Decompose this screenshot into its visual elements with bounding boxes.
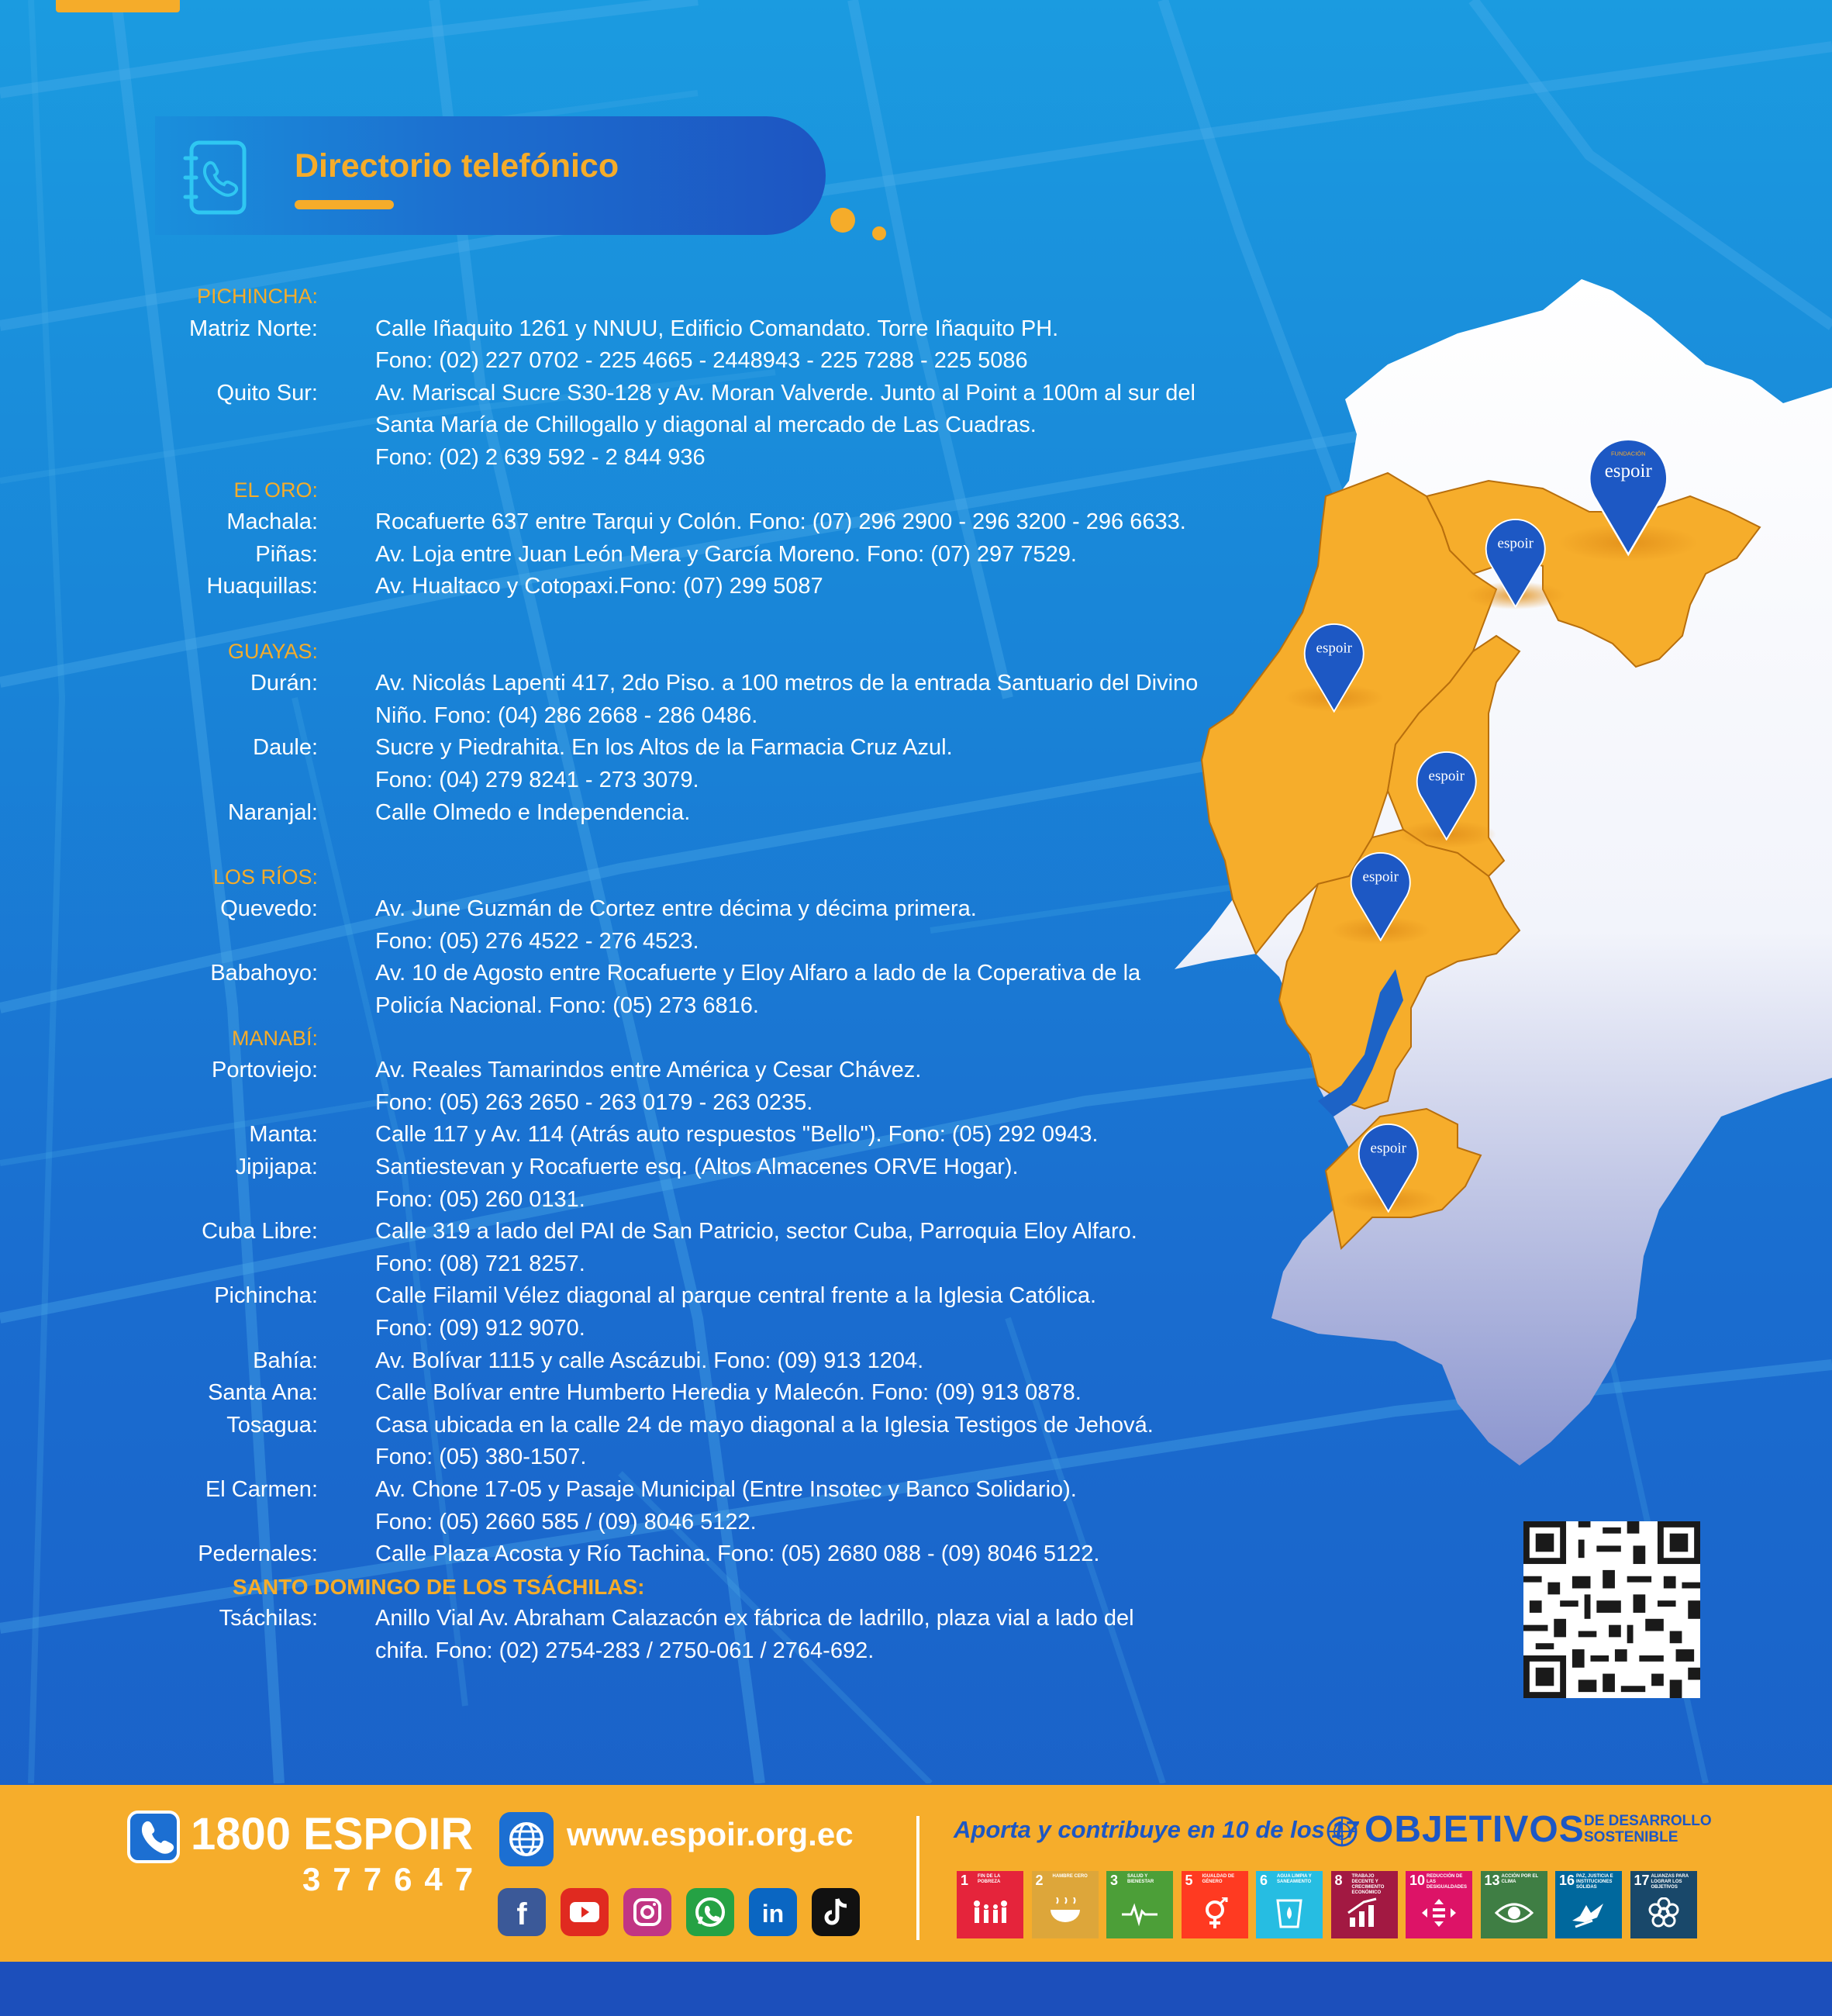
- office-label: Tsáchilas:: [219, 1606, 318, 1631]
- sdg-tile-1: [957, 1871, 1023, 1938]
- office-label: Matriz Norte:: [189, 316, 318, 341]
- svg-text:in: in: [761, 1900, 785, 1928]
- office-entry: [0, 958, 1225, 990]
- map-pin-icon: [1482, 513, 1549, 609]
- office-entry: [0, 893, 1225, 926]
- office-address: Av. Bolívar 1115 y calle Ascázubi. Fono: (09) 913 1204.: [375, 1348, 924, 1373]
- office-entry: [0, 1603, 1225, 1635]
- office-entry: [0, 1216, 1225, 1248]
- office-label: Santa Ana:: [208, 1380, 318, 1406]
- province-heading: [0, 861, 1225, 894]
- top-accent-bar: [56, 0, 180, 12]
- office-label: Quito Sur:: [216, 380, 318, 406]
- sdg-brand-title: OBJETIVOS: [1365, 1809, 1585, 1850]
- office-entry: [0, 378, 1225, 410]
- sdg-tile-6: [1256, 1871, 1323, 1938]
- sdg-caption: AGUA LIMPIA Y SANEAMIENTO: [1277, 1874, 1312, 1884]
- province-heading: [0, 1571, 1225, 1603]
- family-icon: [971, 1897, 1009, 1928]
- growth-icon: [1345, 1897, 1384, 1928]
- sdg-number: 5: [1185, 1873, 1193, 1888]
- pin-brand: espoir: [1362, 868, 1399, 885]
- office-address: Rocafuerte 637 entre Tarqui y Colón. Fono: (07) 296 2900 - 296 3200 - 296 6633.: [375, 509, 1186, 535]
- office-entry: [0, 506, 1225, 539]
- sdg-tile-3: [1106, 1871, 1173, 1938]
- decorative-dot: [830, 208, 855, 233]
- office-label: Cuba Libre:: [202, 1219, 318, 1244]
- instagram-icon[interactable]: [623, 1888, 671, 1936]
- youtube-icon[interactable]: [561, 1888, 609, 1936]
- province-heading: [0, 475, 1225, 507]
- phone-digits: 377647: [302, 1861, 486, 1897]
- sdg-tagline: Aporta y contribuye en 10 de los 17: [954, 1816, 1358, 1843]
- office-address: Av. 10 de Agosto entre Rocafuerte y Eloy Alfaro a lado de la Coperativa de la: [375, 961, 1141, 986]
- province-label: MANABÍ:: [231, 1026, 318, 1050]
- sdg-number: 2: [1035, 1873, 1044, 1888]
- office-phone: Policía Nacional. Fono: (05) 273 6816.: [375, 993, 759, 1019]
- sdg-caption: PAZ, JUSTICIA E INSTITUCIONES SÓLIDAS: [1576, 1874, 1613, 1890]
- office-entry: [0, 571, 1225, 603]
- whatsapp-icon[interactable]: [686, 1888, 734, 1936]
- office-address: Calle 319 a lado del PAI de San Patricio, sector Cuba, Parroquia Eloy Alfaro.: [375, 1219, 1137, 1244]
- office-label: Pichincha:: [214, 1283, 318, 1309]
- pin-brand: espoir: [1604, 461, 1652, 482]
- office-label: Naranjal:: [227, 799, 318, 825]
- sdg-caption: TRABAJO DECENTE Y CRECIMIENTO ECONÓMICO: [1351, 1874, 1385, 1895]
- province-heading: [0, 1023, 1225, 1055]
- office-address: Av. Chone 17-05 y Pasaje Municipal (Entre Insotec y Banco Solidario).: [375, 1476, 1077, 1502]
- heartbeat-icon: [1120, 1897, 1159, 1928]
- footer-bottom-band: [0, 1962, 1832, 2016]
- sdg-tile-5: [1182, 1871, 1248, 1938]
- office-entry: [0, 1055, 1225, 1087]
- office-label: Tosagua:: [226, 1412, 318, 1438]
- office-address: Calle Olmedo e Independencia.: [375, 799, 691, 825]
- sdg-number: 3: [1110, 1873, 1119, 1888]
- office-label: Durán:: [250, 671, 318, 696]
- map-pin-icon: [1413, 745, 1480, 841]
- pin-brand: espoir: [1370, 1140, 1407, 1157]
- website-link[interactable]: www.espoir.org.ec: [567, 1816, 854, 1852]
- office-phone: Fono: (02) 227 0702 - 225 4665 - 2448943 - 225 7288 - 225 5086: [375, 348, 1028, 374]
- office-phone: Fono: (09) 912 9070.: [375, 1316, 585, 1341]
- svg-text:f: f: [516, 1897, 527, 1931]
- sdg-tile-16: [1555, 1871, 1622, 1938]
- equality-icon: [1420, 1897, 1458, 1928]
- sdg-caption: REDUCCIÓN DE LAS DESIGUALDADES: [1427, 1874, 1468, 1890]
- office-entry: [0, 1538, 1225, 1571]
- linkedin-icon[interactable]: [749, 1888, 797, 1936]
- province-label: EL ORO:: [233, 478, 318, 502]
- province-label: PICHINCHA:: [196, 285, 318, 308]
- office-label: Manta:: [249, 1122, 318, 1148]
- office-label: Quevedo:: [220, 896, 318, 922]
- sdg-number: 17: [1634, 1873, 1650, 1888]
- sdg-caption: HAMBRE CERO: [1052, 1874, 1088, 1879]
- office-label: Piñas:: [255, 541, 318, 567]
- office-label: Pedernales:: [198, 1541, 318, 1567]
- office-entry: [0, 313, 1225, 346]
- province-heading: [0, 281, 1225, 313]
- sdg-number: 16: [1559, 1873, 1575, 1888]
- office-label: Bahía:: [253, 1348, 318, 1373]
- office-phone: Fono: (05) 380-1507.: [375, 1445, 587, 1470]
- sdg-tile-10: [1406, 1871, 1472, 1938]
- pin-brand: espoir: [1497, 535, 1534, 552]
- map-pin-icon: [1347, 846, 1414, 942]
- tiktok-icon[interactable]: [812, 1888, 860, 1936]
- office-address: Av. Mariscal Sucre S30-128 y Av. Moran Valverde. Junto al Point a 100m al sur del: [375, 380, 1195, 406]
- phonebook-icon: [182, 140, 248, 216]
- office-address: Santa María de Chillogallo y diagonal al mercado de Las Cuadras.: [375, 413, 1037, 438]
- office-entry: [0, 1345, 1225, 1378]
- province-label: LOS RÍOS:: [212, 865, 318, 889]
- office-address: Av. Nicolás Lapenti 417, 2do Piso. a 100 metros de la entrada Santuario del Divino: [375, 671, 1199, 696]
- sdg-tile-13: [1481, 1871, 1547, 1938]
- office-entry: [0, 1410, 1225, 1442]
- dove-icon: [1569, 1897, 1608, 1928]
- sdg-brand-subtitle: DE DESARROLLO SOSTENIBLE: [1584, 1813, 1712, 1845]
- phone-directory: [0, 281, 1225, 1668]
- office-label: Machala:: [226, 509, 318, 535]
- sdg-number: 1: [961, 1873, 969, 1888]
- pin-tagline: FUNDACIÓN: [1610, 450, 1646, 457]
- sdg-number: 13: [1484, 1873, 1500, 1888]
- office-phone: Fono: (04) 279 8241 - 273 3079.: [375, 767, 699, 792]
- un-emblem-icon: [1325, 1814, 1359, 1849]
- facebook-icon[interactable]: [498, 1888, 546, 1936]
- office-address: Av. Loja entre Juan León Mera y García Moreno. Fono: (07) 297 7529.: [375, 541, 1077, 567]
- office-entry: [0, 732, 1225, 765]
- globe-icon: [499, 1812, 554, 1866]
- sdg-tile-8: [1331, 1871, 1398, 1938]
- office-entry: [0, 797, 1225, 830]
- office-address: Anillo Vial Av. Abraham Calazacón ex fábrica de ladrillo, plaza vial a lado del: [375, 1606, 1134, 1631]
- office-phone: Fono: (05) 276 4522 - 276 4523.: [375, 928, 699, 954]
- sdg-tile-2: [1032, 1871, 1099, 1938]
- office-entry: [0, 668, 1225, 700]
- sdg-number: 10: [1409, 1873, 1426, 1888]
- sdg-caption: FIN DE LA POBREZA: [978, 1874, 1001, 1884]
- office-label: Jipijapa:: [235, 1155, 318, 1180]
- office-label: El Carmen:: [205, 1476, 318, 1502]
- sdg-tile-17: [1630, 1871, 1697, 1938]
- decorative-dot: [872, 226, 886, 240]
- office-address: Av. June Guzmán de Cortez entre décima y décima primera.: [375, 896, 977, 922]
- office-address: Av. Reales Tamarindos entre América y Cesar Chávez.: [375, 1058, 922, 1083]
- title-underline: [295, 200, 394, 209]
- office-entry: [0, 1119, 1225, 1151]
- office-address: Casa ubicada en la calle 24 de mayo diagonal a la Iglesia Testigos de Jehová.: [375, 1412, 1154, 1438]
- phone-icon: [127, 1811, 180, 1863]
- ecuador-map: [1163, 264, 1832, 1481]
- footer-divider: [916, 1816, 919, 1940]
- office-entry: [0, 539, 1225, 571]
- phone-number[interactable]: 1800 ESPOIR: [191, 1809, 474, 1859]
- office-address: Av. Hualtaco y Cotopaxi.Fono: (07) 299 5087: [375, 574, 823, 599]
- office-label: Portoviejo:: [211, 1058, 318, 1083]
- office-phone: chifa. Fono: (02) 2754-283 / 2750-061 / 2764-692.: [375, 1638, 875, 1663]
- sdg-caption: ALIANZAS PARA LOGRAR LOS OBJETIVOS: [1651, 1874, 1689, 1890]
- province-heading: [0, 636, 1225, 668]
- flower-icon: [1644, 1897, 1683, 1928]
- sdg-caption: IGUALDAD DE GÉNERO: [1202, 1874, 1235, 1884]
- office-phone: Fono: (05) 263 2650 - 263 0179 - 263 0235.: [375, 1089, 813, 1115]
- office-entry: [0, 1151, 1225, 1184]
- office-phone: Fono: (05) 2660 585 / (09) 8046 5122.: [375, 1509, 757, 1534]
- sdg-caption: ACCIÓN POR EL CLIMA: [1501, 1874, 1539, 1884]
- office-phone: Fono: (08) 721 8257.: [375, 1251, 585, 1276]
- bowl-icon: [1046, 1897, 1085, 1928]
- office-entry: [0, 1280, 1225, 1313]
- sdg-number: 8: [1334, 1873, 1343, 1888]
- page-title: Directorio telefónico: [295, 147, 619, 185]
- office-label: Daule:: [253, 735, 318, 761]
- sdg-number: 6: [1260, 1873, 1268, 1888]
- qr-code: [1523, 1521, 1700, 1698]
- province-label: SANTO DOMINGO DE LOS TSÁCHILAS:: [233, 1574, 645, 1599]
- office-entry: [0, 1474, 1225, 1507]
- office-address: Calle Bolívar entre Humberto Heredia y Malecón. Fono: (09) 913 0878.: [375, 1380, 1082, 1406]
- pin-brand: espoir: [1428, 768, 1465, 785]
- map-pin-icon: [1355, 1117, 1422, 1213]
- office-phone: Fono: (05) 260 0131.: [375, 1186, 585, 1212]
- office-address: Santiestevan y Rocafuerte esq. (Altos Almacenes ORVE Hogar).: [375, 1155, 1019, 1180]
- pin-brand: espoir: [1316, 640, 1353, 657]
- office-entry: [0, 1377, 1225, 1410]
- office-address: Calle 117 y Av. 114 (Atrás auto respuestos "Bello"). Fono: (05) 292 0943.: [375, 1122, 1099, 1148]
- office-phone: Niño. Fono: (04) 286 2668 - 286 0486.: [375, 702, 758, 728]
- office-label: Huaquillas:: [206, 574, 318, 599]
- water-icon: [1270, 1897, 1309, 1928]
- office-address: Calle Plaza Acosta y Río Tachina. Fono: (05) 2680 088 - (09) 8046 5122.: [375, 1541, 1100, 1567]
- office-phone: Fono: (02) 2 639 592 - 2 844 936: [375, 444, 706, 470]
- map-pin-icon: [1585, 430, 1672, 557]
- eye-icon: [1495, 1897, 1534, 1928]
- province-label: GUAYAS:: [227, 639, 318, 663]
- office-address: Calle Filamil Vélez diagonal al parque central frente a la Iglesia Católica.: [375, 1283, 1097, 1309]
- office-label: Babahoyo:: [210, 961, 318, 986]
- office-address: Sucre y Piedrahita. En los Altos de la Farmacia Cruz Azul.: [375, 735, 953, 761]
- map-pin-icon: [1301, 617, 1368, 713]
- office-address: Calle Iñaquito 1261 y NNUU, Edificio Comandato. Torre Iñaquito PH.: [375, 316, 1059, 341]
- sdg-caption: SALUD Y BIENESTAR: [1127, 1874, 1154, 1884]
- gender-icon: [1195, 1897, 1234, 1928]
